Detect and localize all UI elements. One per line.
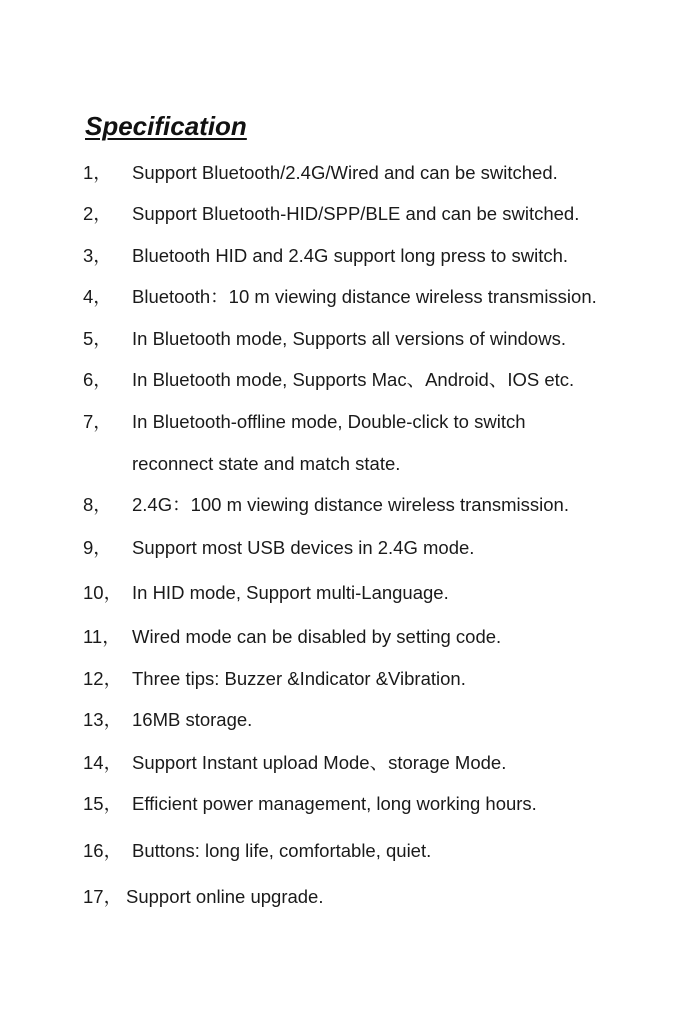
- item-number: 4，: [83, 286, 112, 307]
- item-text: Support most USB devices in 2.4G mode.: [132, 537, 475, 558]
- item-number: 11，: [83, 626, 121, 647]
- item-number: 10，: [83, 582, 123, 603]
- item-number: 13，: [83, 709, 123, 730]
- item-number: 1，: [83, 162, 112, 183]
- page-title: Specification: [85, 111, 247, 141]
- item-number: 12，: [83, 668, 123, 689]
- item-text: Buttons: long life, comfortable, quiet.: [132, 840, 432, 861]
- item-text: Three tips: Buzzer &Indicator &Vibration.: [132, 668, 466, 689]
- item-text: In Bluetooth mode, Supports all versions of windows.: [132, 328, 566, 349]
- item-number: 7，: [83, 411, 112, 432]
- item-text: In Bluetooth-offline mode, Double-click to switch: [132, 411, 526, 432]
- item-text: Bluetooth HID and 2.4G support long press to switch.: [132, 245, 569, 266]
- item-number: 5，: [83, 328, 112, 349]
- item-text: Bluetooth：10 m viewing distance wireless transmission.: [132, 286, 597, 307]
- item-number: 8，: [83, 494, 112, 515]
- item-number: 17，: [83, 886, 123, 907]
- item-number: 9，: [83, 537, 112, 558]
- item-number: 16，: [83, 840, 123, 861]
- item-number: 2，: [83, 203, 112, 224]
- item-text: Support Instant upload Mode、storage Mode.: [132, 752, 507, 773]
- item-text: 16MB storage.: [132, 709, 253, 730]
- item-text: Support Bluetooth-HID/SPP/BLE and can be switched.: [132, 203, 580, 224]
- item-text: In HID mode, Support multi-Language.: [132, 582, 449, 603]
- item-text: Support online upgrade.: [126, 886, 324, 907]
- item-text: Efficient power management, long working hours.: [132, 793, 537, 814]
- item-text: In Bluetooth mode, Supports Mac、Android、IOS etc.: [132, 369, 575, 390]
- item-text-continuation: reconnect state and match state.: [132, 453, 401, 474]
- item-number: 14，: [83, 752, 123, 773]
- item-number: 6，: [83, 369, 112, 390]
- item-text: Wired mode can be disabled by setting code.: [132, 626, 502, 647]
- item-number: 15，: [83, 793, 123, 814]
- item-number: 3，: [83, 245, 112, 266]
- item-text: Support Bluetooth/2.4G/Wired and can be switched.: [132, 162, 558, 183]
- item-text: 2.4G：100 m viewing distance wireless transmission.: [132, 494, 569, 515]
